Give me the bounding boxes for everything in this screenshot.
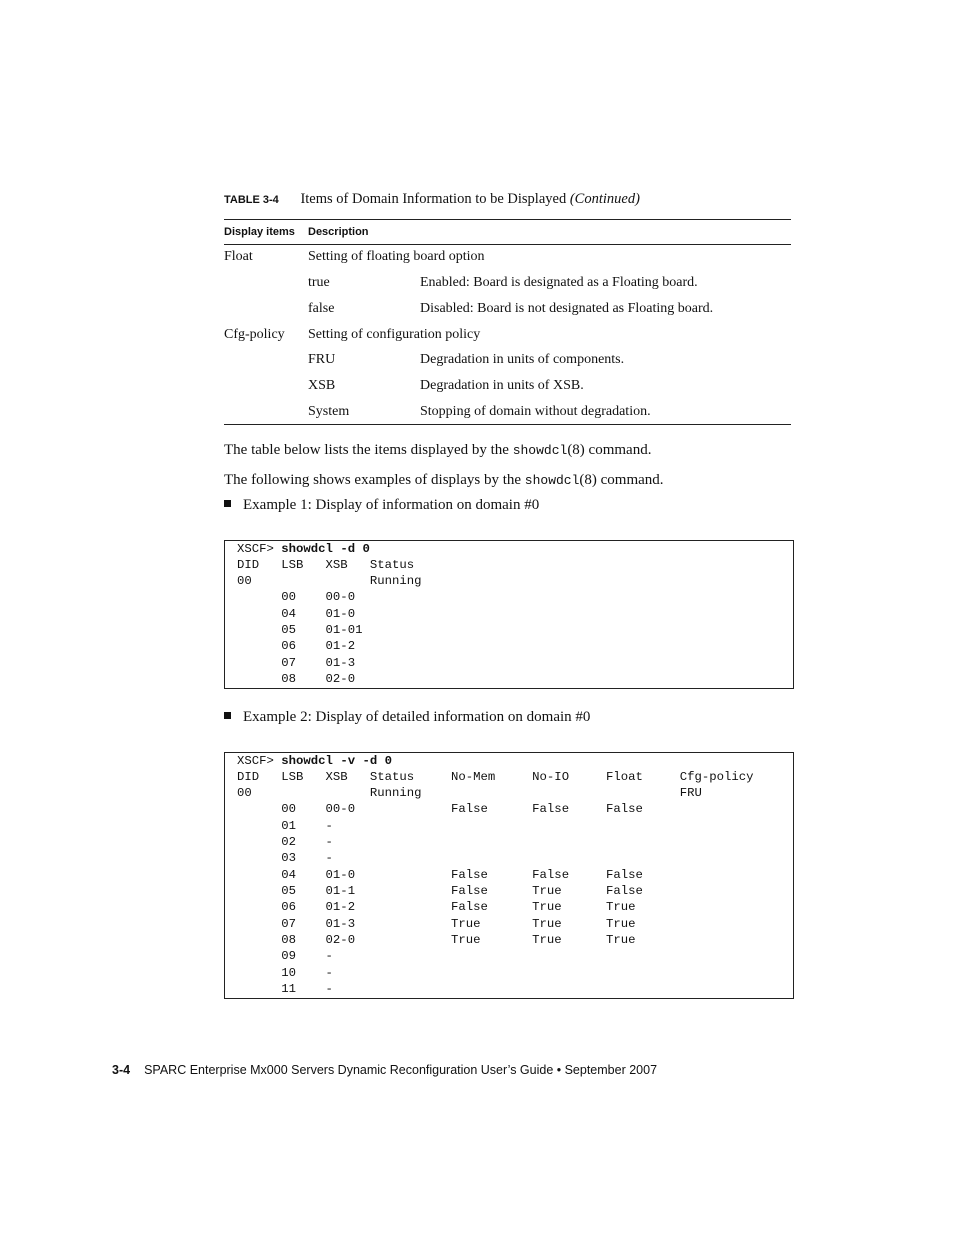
table-header-rule <box>224 244 791 245</box>
code-prompt: XSCF> <box>237 542 282 556</box>
code-line: 03 - <box>237 851 333 865</box>
code-line: 00 Running FRU <box>237 786 702 800</box>
example-bullet <box>224 497 539 514</box>
code-line: 07 01-3 <box>237 656 356 670</box>
code-line: 09 - <box>237 949 333 963</box>
code-line: 02 - <box>237 835 333 849</box>
code-command-line <box>237 541 370 557</box>
column-header-description: Description <box>308 226 369 238</box>
example-label: Example 2: Display of detailed information on domain #0 <box>243 709 591 725</box>
paragraph-text: The following shows examples of displays by the <box>224 472 525 488</box>
paragraph-text: (8) command. <box>579 472 664 488</box>
column-header-display-items: Display items <box>224 226 295 238</box>
table-top-rule <box>224 219 791 220</box>
table-caption <box>224 191 640 208</box>
code-line: DID LSB XSB Status No-Mem No-IO Float Cfg-policy <box>237 770 754 784</box>
table-cell-value: System <box>308 404 350 419</box>
table-continued: (Continued) <box>569 191 640 207</box>
table-cell-description: Stopping of domain without degradation. <box>420 404 651 419</box>
table-cell-description: Degradation in units of components. <box>420 352 625 367</box>
code-line: 00 Running <box>237 574 422 588</box>
code-command: showdcl -d 0 <box>281 542 370 556</box>
code-line: 07 01-3 True True True <box>237 917 636 931</box>
code-line: 01 - <box>237 819 333 833</box>
table-cell-description: Degradation in units of XSB. <box>420 378 584 393</box>
page-number: 3-4 <box>112 1063 131 1077</box>
table-title: Items of Domain Information to be Displayed <box>300 191 567 207</box>
footer-text: SPARC Enterprise Mx000 Servers Dynamic Reconfiguration User’s Guide • September 2007 <box>144 1063 658 1077</box>
code-line: 04 01-0 <box>237 607 356 621</box>
code-line: 11 - <box>237 982 333 996</box>
code-line: DID LSB XSB Status <box>237 558 415 572</box>
table-cell-value: XSB <box>308 378 336 393</box>
table-cell-description: Setting of configuration policy <box>308 327 481 342</box>
code-line: 08 02-0 <box>237 672 356 686</box>
example-label: Example 1: Display of information on domain #0 <box>243 497 540 513</box>
page-footer <box>112 1063 657 1077</box>
table-number: TABLE 3-4 <box>224 194 279 206</box>
code-line: 04 01-0 False False False <box>237 868 643 882</box>
code-line: 00 00-0 False False False <box>237 802 643 816</box>
command-name: showdcl <box>512 443 568 458</box>
table-cell-description: Setting of floating board option <box>308 249 485 264</box>
code-line: 06 01-2 False True True <box>237 900 636 914</box>
table-cell-item: Float <box>224 249 253 264</box>
code-prompt: XSCF> <box>237 754 282 768</box>
code-line: 05 01-1 False True False <box>237 884 643 898</box>
code-line: 00 00-0 <box>237 590 356 604</box>
code-example-1 <box>224 540 794 689</box>
paragraph-text: The table below lists the items displayed by the <box>224 442 513 458</box>
code-command: showdcl -v -d 0 <box>281 754 392 768</box>
table-bottom-rule <box>224 424 791 425</box>
command-name: showdcl <box>524 473 580 488</box>
paragraph-text: (8) command. <box>567 442 652 458</box>
example-bullet <box>224 709 590 726</box>
table-cell-value: true <box>308 275 330 290</box>
code-command-line <box>237 753 392 769</box>
code-line: 05 01-01 <box>237 623 363 637</box>
code-line: 08 02-0 True True True <box>237 933 636 947</box>
table-cell-value: false <box>308 301 335 316</box>
body-paragraph <box>224 442 651 459</box>
body-paragraph <box>224 472 664 489</box>
table-cell-item: Cfg-policy <box>224 327 285 342</box>
table-cell-description: Disabled: Board is not designated as Floating board. <box>420 301 714 316</box>
bullet-square-icon <box>224 500 231 507</box>
code-example-2 <box>224 752 794 999</box>
code-line: 10 - <box>237 966 333 980</box>
bullet-square-icon <box>224 712 231 719</box>
table-cell-value: FRU <box>308 352 336 367</box>
code-line: 06 01-2 <box>237 639 356 653</box>
table-cell-description: Enabled: Board is designated as a Floating board. <box>420 275 698 290</box>
